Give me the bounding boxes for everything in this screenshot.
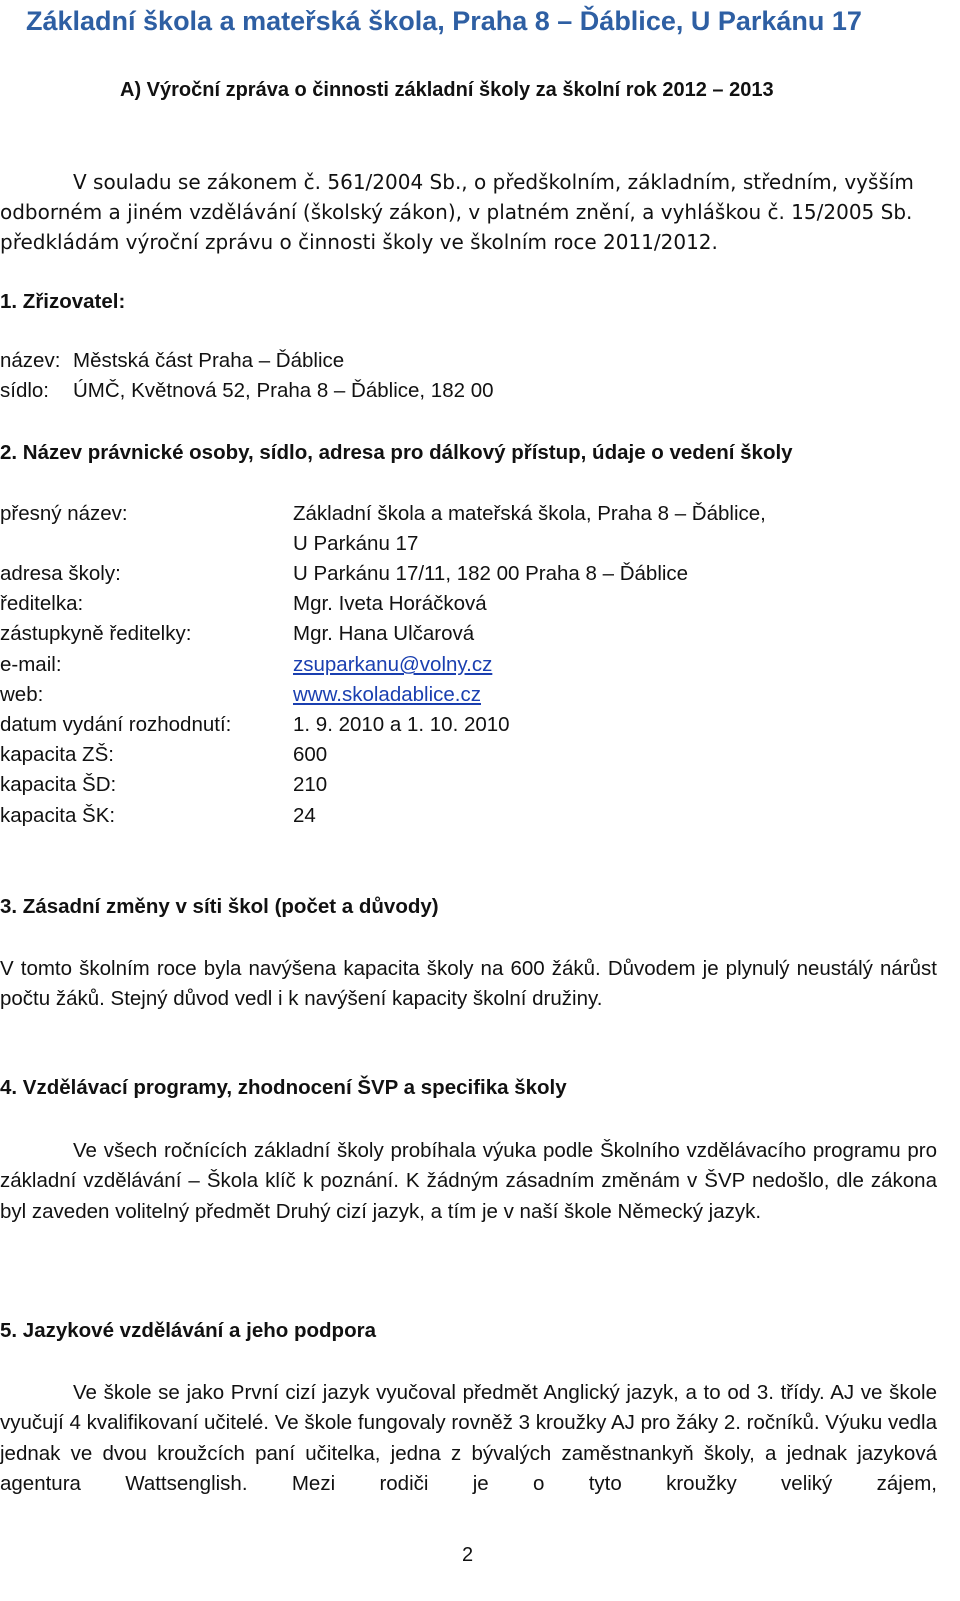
section-4-heading: 4. Vzdělávací programy, zhodnocení ŠVP a specifika školy [0, 1076, 567, 1099]
school-name-value-cont: U Parkánu 17 [293, 532, 419, 555]
web-link[interactable]: www.skoladablice.cz [293, 683, 481, 706]
section-2-heading: 2. Název právnické osoby, sídlo, adresa pro dálkový přístup, údaje o vedení školy [0, 441, 793, 464]
principal-value: Mgr. Iveta Horáčková [293, 592, 487, 615]
section-5-heading: 5. Jazykové vzdělávání a jeho podpora [0, 1319, 376, 1342]
deputy-value: Mgr. Hana Ulčarová [293, 622, 475, 645]
principal-label: ředitelka: [0, 592, 84, 615]
deputy-label: zástupkyně ředitelky: [0, 622, 192, 645]
founder-name-value: Městská část Praha – Ďáblice [73, 349, 345, 372]
capacity-sk-label: kapacita ŠK: [0, 804, 116, 827]
section-3-heading: 3. Zásadní změny v síti škol (počet a důvody) [0, 895, 439, 918]
capacity-sd-label: kapacita ŠD: [0, 773, 117, 796]
school-name-label: přesný název: [0, 502, 128, 525]
web-label: web: [0, 683, 44, 706]
intro-line-3: předkládám výroční zprávu o činnosti školy ve školním roce 2011/2012. [0, 230, 718, 254]
report-subtitle: A) Výroční zpráva o činnosti základní školy za školní rok 2012 – 2013 [120, 79, 774, 101]
capacity-sk-value: 24 [293, 804, 316, 827]
founder-seat-value: ÚMČ, Květnová 52, Praha 8 – Ďáblice, 182 00 [73, 379, 494, 402]
intro-line-2: odborném a jiném vzdělávání (školský zákon), v platném znění, a vyhláškou č. 15/2005 Sb. [0, 200, 913, 224]
page-number: 2 [462, 1544, 474, 1566]
founder-name-label: název: [0, 349, 61, 372]
founder-seat-label: sídlo: [0, 379, 49, 402]
section-5-paragraph: Ve škole se jako První cizí jazyk vyučoval předmět Anglický jazyk, a to od 3. třídy. AJ ve škole vyučují 4 kvalifikovaní učitelé. Ve škole fungovaly rovněž 3 kroužky AJ pro žáky 2. ročníků. Výuku vedla jednak ve dvou kroužcích paní učitelka, jedna z bývalých zaměstnankyň školy, a jednak jazyková agentura Wattsenglish. Mezi rodiči je o tyto kroužky veliký zájem, [0, 1381, 937, 1496]
school-address-value: U Parkánu 17/11, 182 00 Praha 8 – Ďáblice [293, 562, 689, 585]
section-3-paragraph: V tomto školním roce byla navýšena kapacita školy na 600 žáků. Důvodem je plynulý neustálý nárůst počtu žáků. Stejný důvod vedl i k navýšení kapacity školní družiny. [0, 957, 937, 1011]
intro-line-1: V souladu se zákonem č. 561/2004 Sb., o předškolním, základním, středním, vyšším [73, 170, 914, 194]
email-label: e-mail: [0, 653, 62, 676]
section-1-heading: 1. Zřizovatel: [0, 290, 126, 313]
section-4-paragraph: Ve všech ročnících základní školy probíhala výuka podle Školního vzdělávacího programu pro základní vzdělávání – Škola klíč k poznání. K žádným zásadním změnám v ŠVP nedošlo, dle zákona byl zaveden volitelný předmět Druhý cizí jazyk, a tím je v naší škole Německý jazyk. [0, 1139, 937, 1223]
school-address-label: adresa školy: [0, 562, 121, 585]
school-name-value: Základní škola a mateřská škola, Praha 8 – Ďáblice, [293, 502, 766, 525]
capacity-zs-label: kapacita ZŠ: [0, 743, 114, 766]
capacity-zs-value: 600 [293, 743, 328, 766]
decision-date-value: 1. 9. 2010 a 1. 10. 2010 [293, 713, 510, 736]
document-title: Základní škola a mateřská škola, Praha 8 – Ďáblice, U Parkánu 17 [26, 6, 862, 36]
decision-date-label: datum vydání rozhodnutí: [0, 713, 232, 736]
email-link[interactable]: zsuparkanu@volny.cz [293, 653, 493, 676]
capacity-sd-value: 210 [293, 773, 328, 796]
